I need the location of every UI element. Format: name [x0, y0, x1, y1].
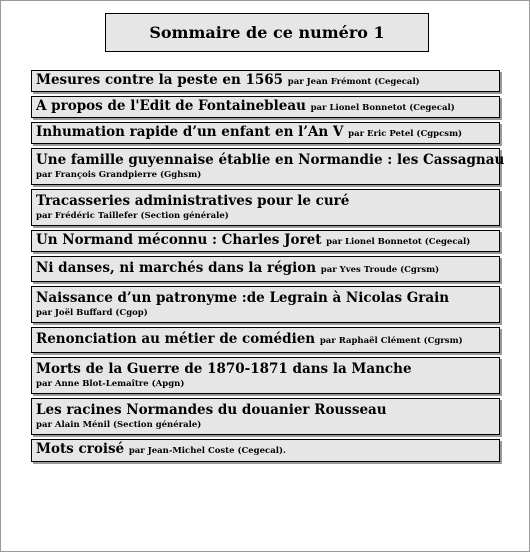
- article-title: A propos de l'Edit de Fontainebleau: [36, 97, 306, 114]
- toc-entry: [31, 256, 500, 282]
- page-title: Sommaire de ce numéro 1: [105, 13, 429, 52]
- toc-entry: [31, 189, 500, 226]
- toc-entry: [31, 398, 500, 435]
- table-of-contents: [31, 70, 505, 466]
- article-title: Mesures contre la peste en 1565: [36, 71, 284, 88]
- article-title: Renonciation au métier de comédien: [36, 330, 316, 347]
- article-author: par Lionel Bonnetot (Cegecal): [310, 102, 455, 113]
- toc-entry: [31, 327, 500, 353]
- toc-entry: [31, 70, 500, 92]
- toc-entry: [31, 439, 500, 462]
- toc-entry: [31, 230, 500, 252]
- toc-entry: [31, 357, 500, 394]
- article-author: par Joël Buffard (Cgop): [36, 308, 148, 318]
- toc-entry: [31, 148, 505, 185]
- article-author: par Raphaël Clément (Cgrsm): [319, 335, 463, 346]
- article-author: par Jean Frémont (Cegecal): [287, 76, 420, 87]
- article-author: par Lionel Bonnetot (Cegecal): [326, 236, 471, 247]
- article-author: par Alain Ménil (Section générale): [36, 420, 202, 430]
- article-author: par Frédéric Taillefer (Section générale): [36, 211, 229, 221]
- article-title: Ni danses, ni marchés dans la région: [36, 259, 317, 276]
- article-title: Une famille guyennaise établie en Normandie : les Cassagnau: [36, 152, 505, 168]
- article-title: Morts de la Guerre de 1870-1871 dans la Manche: [36, 361, 412, 377]
- article-title: Un Normand méconnu : Charles Joret: [36, 231, 322, 248]
- article-title: Tracasseries administratives pour le curé: [36, 193, 350, 209]
- toc-entry: [31, 286, 500, 323]
- article-author: par Anne Blot-Lemaître (Apgn): [36, 379, 185, 389]
- article-title: Naissance d’un patronyme :de Legrain à Nicolas Grain: [36, 290, 450, 306]
- article-author: par Jean-Michel Coste (Cegecal).: [128, 446, 286, 456]
- toc-entry: [31, 96, 500, 118]
- article-author: par Eric Petel (Cgpcsm): [348, 128, 463, 139]
- article-title: Les racines Normandes du douanier Rousseau: [36, 402, 387, 418]
- article-title: Inhumation rapide d’un enfant en l’An V: [36, 123, 344, 140]
- toc-entry: [31, 122, 500, 144]
- article-author: par Yves Troude (Cgrsm): [320, 264, 440, 275]
- article-author: par François Grandpierre (Gghsm): [36, 170, 202, 180]
- article-title: Mots croisé: [36, 441, 125, 457]
